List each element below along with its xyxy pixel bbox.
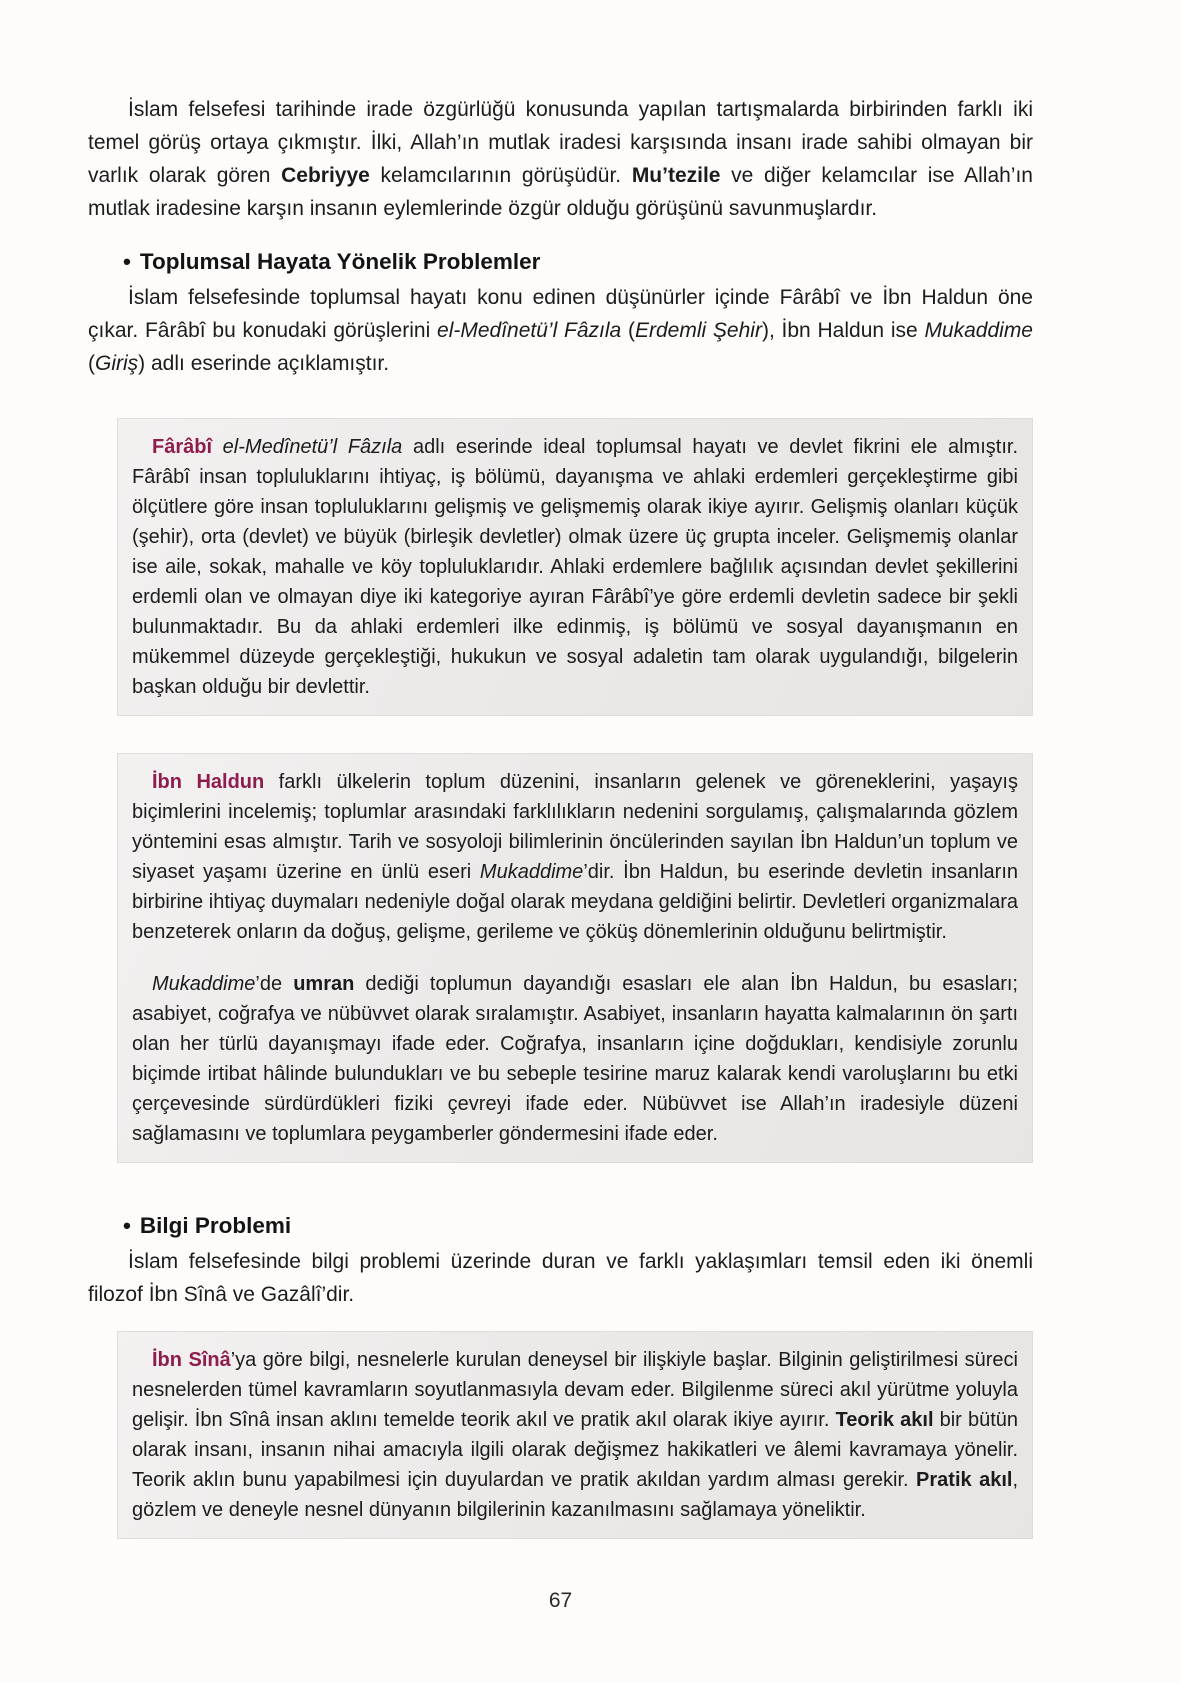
ibn-haldun-box-paragraph-1: İbn Haldun farklı ülkelerin toplum düzenini, insanların gelenek ve göreneklerini, yaşayış biçimlerini incelemiş; toplumlar arasındaki farklılıkların nedenini sorgulamış, çalışmalarında gözlem yöntemini esas almıştır. Tarih ve sosyoloji bilimlerinin öncülerinden sayılan İbn Haldun’un toplum ve siyaset yaşamı üzerine en ünlü eseri Mukaddime’dir. İbn Haldun, bu eserinde devletin insanların birbirine ihtiyaç duymaları nedeniyle doğal olarak meydana geldiğini belirtir. Devletleri organizmalara benzeterek onların da doğuş, gelişme, gerileme ve çöküş dönemlerinin olduğunu belirtmiştir. bbox=[132, 771, 1018, 943]
section-heading-knowledge-problem bbox=[123, 1211, 1033, 1241]
section-heading-social-problems bbox=[123, 247, 1033, 277]
social-problems-lead-paragraph: İslam felsefesinde toplumsal hayatı konu edinen düşünürler içinde Fârâbî ve İbn Haldun öne çıkar. Fârâbî bu konudaki görüşlerini el-Medînetü’l Fâzıla (Erdemli Şehir), İbn Haldun ise Mukaddime (Giriş) adlı eserinde açıklamıştır. bbox=[88, 286, 1033, 375]
ibn-sina-box-paragraph: İbn Sînâ’ya göre bilgi, nesnelerle kurulan deneysel bir ilişkiyle başlar. Bilginin geliştirilmesi süreci nesnelerden tümel kavramların soyutlanmasıyla devam eder. Bilgilenme süreci akıl yürütme yoluyla gelişir. İbn Sînâ insan aklını temelde teorik akıl ve pratik akıl olarak ikiye ayırır. Teorik akıl bir bütün olarak insanı, insanın nihai amacıyla ilgili olarak değişmez hakikatleri ve âlemi kavramaya yönelir. Teorik aklın bunu yapabilmesi için duyulardan ve pratik akıldan yardım alması gerekir. Pratik akıl, gözlem ve deneyle nesnel dünyanın bilgilerinin kazanılmasını sağlamaya yöneliktir. bbox=[132, 1349, 1018, 1521]
ibn-haldun-box-paragraph-2: Mukaddime’de umran dediği toplumun dayandığı esasları ele alan İbn Haldun, bu esasları; asabiyet, coğrafya ve nübüvvet olarak sıralamıştır. Asabiyet, insanların hayatta kalmalarının ön şartı olan her türlü dayanışmayı ifade eder. Coğrafya, insanların içine doğdukları, kendisiyle zorunlu biçimde irtibat hâlinde bulundukları ve bu sebeple tesirine maruz kalarak kendi varoluşlarını bu etki çerçevesinde sürdürdükleri fiziki çevreyi ifade eder. Nübüvvet ise Allah’ın iradesiyle düzeni sağlamasını ve toplumlara peygamberler göndermesini ifade eder. bbox=[132, 973, 1018, 1145]
page-number: 67 bbox=[548, 1589, 573, 1612]
farabi-box-paragraph: Fârâbî el-Medînetü’l Fâzıla adlı eserinde ideal toplumsal hayatı ve devlet fikrini ele almıştır. Fârâbî insan topluluklarını ihtiyaç, iş bölümü, dayanışma ve ahlaki erdemleri gerçekleştirme gibi ölçütlere göre insan topluluklarını gelişmiş ve gelişmemiş olarak ikiye ayırır. Gelişmiş olanları küçük (şehir), orta (devlet) ve büyük (birleşik devletler) olmak üzere üç grupta inceler. Gelişmemiş olanlar ise aile, sokak, mahalle ve köy topluluklarıdır. Ahlaki erdemlere bağlılık açısından devlet şekillerini erdemli olan ve olmayan diye iki kategoriye ayıran Fârâbî’ye göre erdemli devletin sadece bir şekli bulunmaktadır. Bu da ahlaki erdemleri ilke edinmiş, iş bölümü ve sosyal dayanışmanın en mükemmel düzeyde gerçekleştiği, hukukun ve sosyal adaletin tam olarak uygulandığı, bilgelerin başkan olduğu bir devlettir. bbox=[132, 436, 1019, 698]
page-content bbox=[88, 0, 1033, 1613]
bullet-icon: • bbox=[123, 249, 131, 274]
intro-paragraph: İslam felsefesi tarihinde irade özgürlüğü konusunda yapılan tartışmalarda birbirinden farklı iki temel görüş ortaya çıkmıştır. İlki, Allah’ın mutlak iradesi karşısında insanı irade sahibi olmayan bir varlık olarak gören Cebriyye kelamcılarının görüşüdür. Mu’tezile ve diğer kelamcılar ise Allah’ın mutlak iradesine karşın insanın eylemlerinde özgür olduğu görüşünü savunmuşlardır. bbox=[88, 98, 1033, 220]
ibn-haldun-infobox bbox=[117, 753, 1033, 1163]
section-heading-label: Bilgi Problemi bbox=[139, 1213, 292, 1238]
bullet-icon: • bbox=[123, 1213, 131, 1238]
ibn-sina-infobox bbox=[117, 1331, 1033, 1539]
farabi-infobox bbox=[117, 418, 1033, 716]
knowledge-problem-lead-paragraph: İslam felsefesinde bilgi problemi üzerinde duran ve farklı yaklaşımları temsil eden iki önemli filozof İbn Sînâ ve Gazâlî’dir. bbox=[88, 1250, 1033, 1306]
section-heading-label: Toplumsal Hayata Yönelik Problemler bbox=[139, 249, 541, 274]
